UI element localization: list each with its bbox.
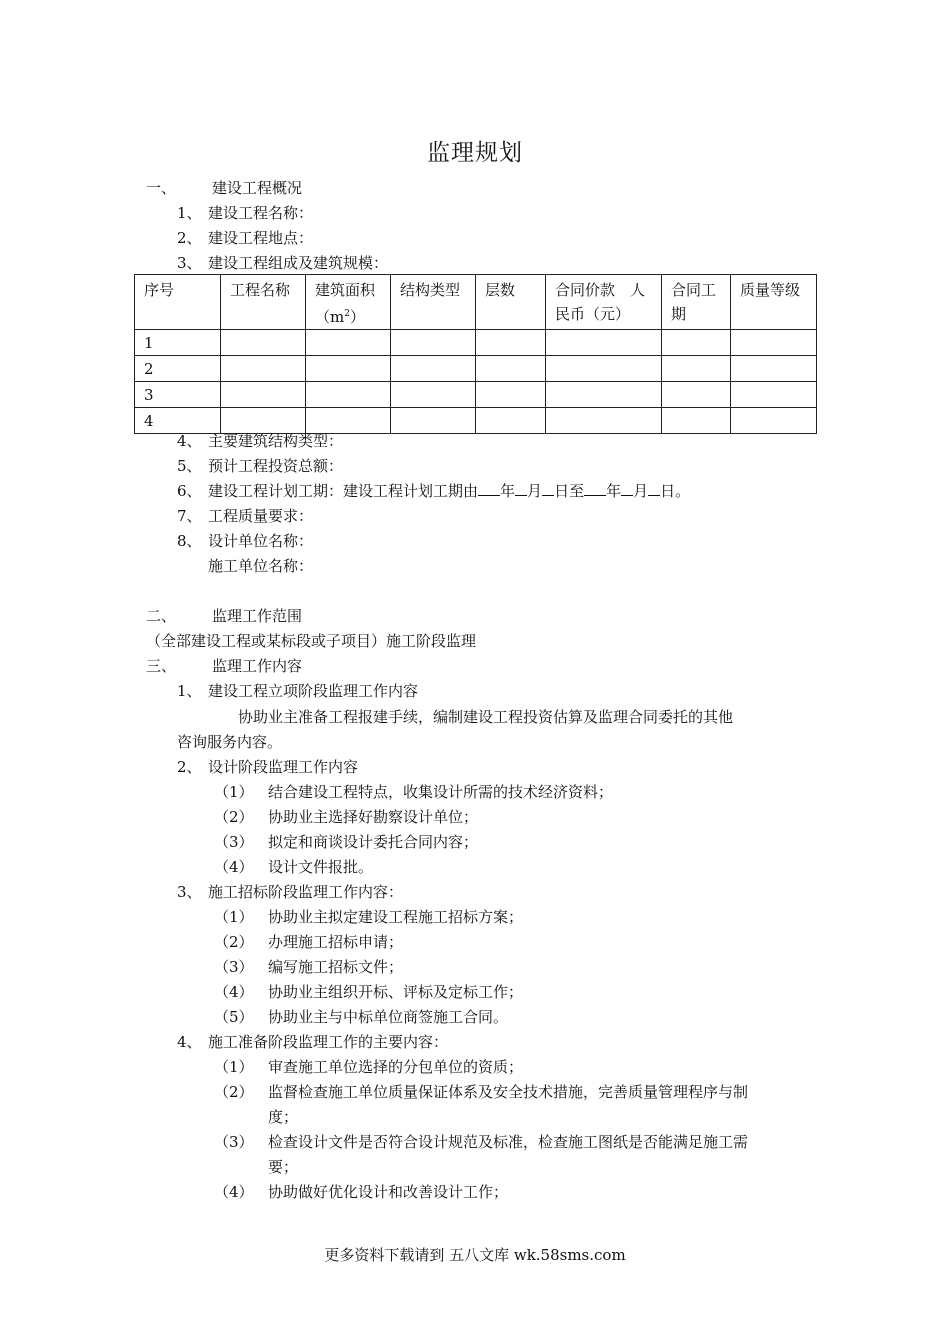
section-3-heading: 三、 监理工作内容 [146, 657, 303, 675]
blank-line [621, 481, 633, 496]
table-row: 4 [135, 408, 817, 434]
blank-line [648, 481, 660, 496]
list-item: 8、 设计单位名称： [177, 532, 314, 550]
list-item: （3） 检查设计文件是否符合设计规范及标准，检查施工图纸是否能满足施工需 [214, 1133, 749, 1151]
table-row: 1 [135, 330, 817, 356]
list-item: 4、 主要建筑结构类型： [177, 432, 344, 450]
list-item: （1） 结合建设工程特点，收集设计所需的技术经济资料； [214, 783, 614, 801]
list-item: （1） 审查施工单位选择的分包单位的资质； [214, 1058, 524, 1076]
section-2-heading: 二、 监理工作范围 [146, 607, 303, 625]
list-item: （5） 协助业主与中标单位商签施工合同。 [214, 1008, 509, 1026]
list-item: 5、 预计工程投资总额： [177, 457, 344, 475]
header-contract-period: 合同工 期 [662, 275, 731, 330]
subsection-heading: 1、 建设工程立项阶段监理工作内容 [177, 682, 419, 700]
header-floors: 层数 [476, 275, 546, 330]
paragraph-line: 咨询服务内容。 [177, 733, 283, 751]
page-title: 监理规划 [427, 140, 523, 166]
header-quality-grade: 质量等级 [731, 275, 817, 330]
contractor-label: 施工单位名称： [208, 557, 314, 575]
header-building-area: 建筑面积 $(m^2)$ [306, 275, 391, 330]
paragraph-line: 协助业主准备工程报建手续，编制建设工程投资估算及监理合同委托的其他 [238, 708, 734, 726]
section-1-heading [146, 178, 302, 198]
blank-line [584, 481, 606, 496]
list-item: 6、 建设工程计划工期：建设工程计划工期由 年 月 日至 年 月 日。 [177, 482, 691, 500]
header-seq: 序号 [135, 275, 221, 330]
blank-line [478, 481, 500, 496]
list-item: （2） 办理施工招标申请； [214, 933, 404, 951]
list-item: （2） 协助业主选择好勘察设计单位； [214, 808, 479, 826]
project-composition-table [134, 274, 817, 434]
footer-download-note: 更多资料下载请到 五八文库 wk.58sms.com [324, 1246, 626, 1264]
table-header-row [135, 275, 817, 330]
list-item: （1） 协助业主拟定建设工程施工招标方案； [214, 908, 524, 926]
list-item-continuation: 度； [268, 1108, 299, 1126]
table-row: 2 [135, 356, 817, 382]
list-item: 7、 工程质量要求： [177, 507, 314, 525]
section-1-title: 建设工程概况 [212, 179, 303, 197]
header-structure-type: 结构类型 [391, 275, 476, 330]
header-contract-price: 合同价款 人 民币（元） [546, 275, 662, 330]
list-item: （4） 设计文件报批。 [214, 858, 374, 876]
table-row: 3 [135, 382, 817, 408]
list-item: 1、 建设工程名称： [177, 204, 314, 222]
list-item: （2） 监督检查施工单位质量保证体系及安全技术措施，完善质量管理程序与制 [214, 1083, 749, 1101]
list-item: （4） 协助业主组织开标、评标及定标工作； [214, 983, 524, 1001]
blank-line [542, 481, 554, 496]
section-1-number: 一、 [146, 179, 177, 197]
list-item: （4） 协助做好优化设计和改善设计工作； [214, 1183, 509, 1201]
list-item: （3） 编写施工招标文件； [214, 958, 404, 976]
list-item: （3） 拟定和商谈设计委托合同内容； [214, 833, 479, 851]
subsection-heading: 4、 施工准备阶段监理工作的主要内容： [177, 1033, 449, 1051]
list-item: 2、 建设工程地点： [177, 229, 314, 247]
blank-line [515, 481, 527, 496]
subsection-heading: 2、 设计阶段监理工作内容 [177, 758, 359, 776]
subsection-heading: 3、 施工招标阶段监理工作内容： [177, 883, 404, 901]
schedule-sentence: 建设工程计划工期由 年 月 日至 年 月 日。 [343, 482, 691, 500]
header-project-name: 工程名称 [221, 275, 306, 330]
list-item-continuation: 要； [268, 1158, 299, 1176]
list-item: 3、 建设工程组成及建筑规模： [177, 254, 389, 272]
section-2-body: （全部建设工程或某标段或子项目）施工阶段监理 [146, 632, 477, 650]
